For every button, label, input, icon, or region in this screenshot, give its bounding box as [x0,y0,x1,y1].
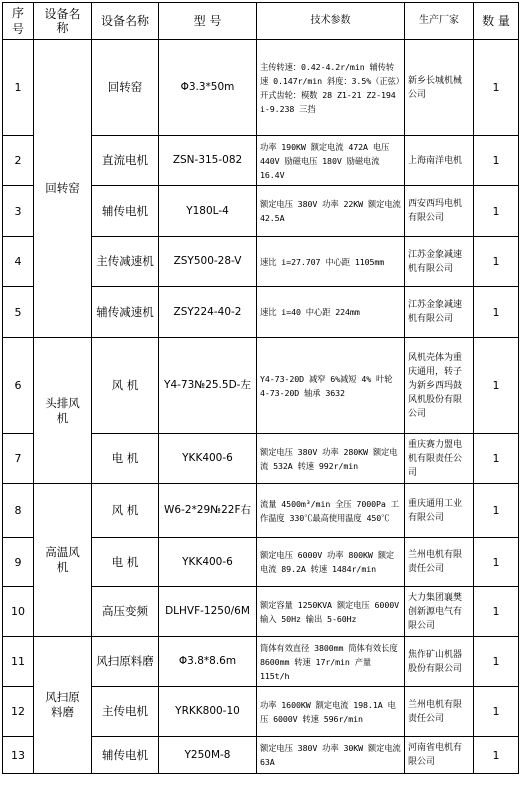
table-row [3,484,519,538]
row-name: 主传减速机 [92,237,159,287]
row-params: 额定容量 1250KVA 额定电压 6000V 输入 50Hz 输出 5-60Hz [257,587,405,637]
row-params: 功率 1600KW 额定电流 198.1A 电压 6000V 转速 596r/min [257,687,405,737]
row-vendor: 兰州电机有限责任公司 [405,538,474,587]
row-seq: 9 [3,538,34,587]
row-model: ZSY500-28-V [159,237,257,287]
row-model: ZSY224-40-2 [159,287,257,338]
header-name: 设备名称 [92,3,159,40]
group-cell-kiln: 回转窑 [34,40,92,338]
row-name: 辅传减速机 [92,287,159,338]
row-name: 风 机 [92,338,159,434]
header-vendor: 生产厂家 [405,3,474,40]
row-seq: 4 [3,237,34,287]
row-params: 速比 i=27.707 中心距 1105mm [257,237,405,287]
header-seq: 序 号 [3,3,34,40]
row-params: Y4-73-20D 减窄 6%减短 4% 叶轮 4-73-20D 轴承 3632 [257,338,405,434]
row-qty: 1 [474,637,519,687]
row-qty: 1 [474,538,519,587]
row-vendor: 新乡长城机械公司 [405,40,474,136]
header-params: 技术参数 [257,3,405,40]
row-qty: 1 [474,587,519,637]
row-seq: 2 [3,136,34,186]
row-vendor: 风机壳体为重庆通用，转子为新乡西玛鼓风机股份有限公司 [405,338,474,434]
row-seq: 7 [3,434,34,484]
row-qty: 1 [474,687,519,737]
row-seq: 13 [3,737,34,774]
row-vendor: 大力集团襄樊创新源电气有限公司 [405,587,474,637]
row-name: 风扫原料磨 [92,637,159,687]
row-params: 额定电压 6000V 功率 800KW 额定电流 89.2A 转速 1484r/min [257,538,405,587]
header-row [3,3,519,40]
row-qty: 1 [474,338,519,434]
row-name: 风 机 [92,484,159,538]
row-vendor: 重庆赛力盟电机有限责任公司 [405,434,474,484]
table-row [3,40,519,136]
row-qty: 1 [474,287,519,338]
row-params: 主传转速：0.42-4.2r/min 辅传转速 0.147r/min 斜度：3.5%（正弦）开式齿轮：模数 28 Z1-21 Z2-194 i-9.238 三挡 [257,40,405,136]
group-cell-exhaust-fan: 头排风 机 [34,338,92,484]
row-model: Y180L-4 [159,186,257,237]
row-name: 电 机 [92,538,159,587]
row-vendor: 河南省电机有限公司 [405,737,474,774]
row-vendor: 兰州电机有限责任公司 [405,687,474,737]
group-cell-high-temp-fan: 高温风 机 [34,484,92,637]
row-model: W6-2*29№22F右 [159,484,257,538]
row-model: Φ3.8*8.6m [159,637,257,687]
row-model: YKK400-6 [159,538,257,587]
row-params: 额定电压 380V 功率 280KW 额定电流 532A 转速 992r/min [257,434,405,484]
row-params: 额定电压 380V 功率 30KW 额定电流 63A [257,737,405,774]
row-seq: 11 [3,637,34,687]
row-qty: 1 [474,484,519,538]
row-name: 直流电机 [92,136,159,186]
row-qty: 1 [474,40,519,136]
row-qty: 1 [474,237,519,287]
row-model: YKK400-6 [159,434,257,484]
row-vendor: 西安西玛电机有限公司 [405,186,474,237]
row-model: DLHVF-1250/6M [159,587,257,637]
row-seq: 10 [3,587,34,637]
row-model: Φ3.3*50m [159,40,257,136]
row-name: 辅传电机 [92,737,159,774]
row-model: YRKK800-10 [159,687,257,737]
row-vendor: 江苏金象减速机有限公司 [405,237,474,287]
row-vendor: 重庆通用工业有限公司 [405,484,474,538]
row-name: 电 机 [92,434,159,484]
row-model: Y250M-8 [159,737,257,774]
row-name: 回转窑 [92,40,159,136]
row-params: 额定电压 380V 功率 22KW 额定电流 42.5A [257,186,405,237]
row-name: 高压变频 [92,587,159,637]
row-seq: 12 [3,687,34,737]
row-qty: 1 [474,737,519,774]
row-qty: 1 [474,434,519,484]
row-params: 功率 190KW 额定电流 472A 电压 440V 励磁电压 180V 励磁电流 16.4V [257,136,405,186]
row-vendor: 江苏金象减速机有限公司 [405,287,474,338]
header-qty: 数 量 [474,3,519,40]
table-row [3,637,519,687]
row-seq: 3 [3,186,34,237]
header-model: 型 号 [159,3,257,40]
row-vendor: 上海南洋电机 [405,136,474,186]
header-group: 设备名 称 [34,3,92,40]
row-params: 筒体有效直径 3800mm 筒体有效长度 8600mm 转速 17r/min 产量 115t/h [257,637,405,687]
row-vendor: 焦作矿山机器股份有限公司 [405,637,474,687]
row-seq: 5 [3,287,34,338]
group-cell-raw-mill: 风扫原 料磨 [34,637,92,774]
row-seq: 6 [3,338,34,434]
row-seq: 1 [3,40,34,136]
table-row [3,338,519,434]
equipment-table [2,2,519,774]
row-model: ZSN-315-082 [159,136,257,186]
row-name: 主传电机 [92,687,159,737]
row-params: 速比 i=40 中心距 224mm [257,287,405,338]
row-seq: 8 [3,484,34,538]
row-model: Y4-73№25.5D-左 [159,338,257,434]
row-name: 辅传电机 [92,186,159,237]
row-qty: 1 [474,136,519,186]
row-qty: 1 [474,186,519,237]
row-params: 流量 4500m³/min 全压 7000Pa 工作温度 330℃最高使用温度 450℃ [257,484,405,538]
